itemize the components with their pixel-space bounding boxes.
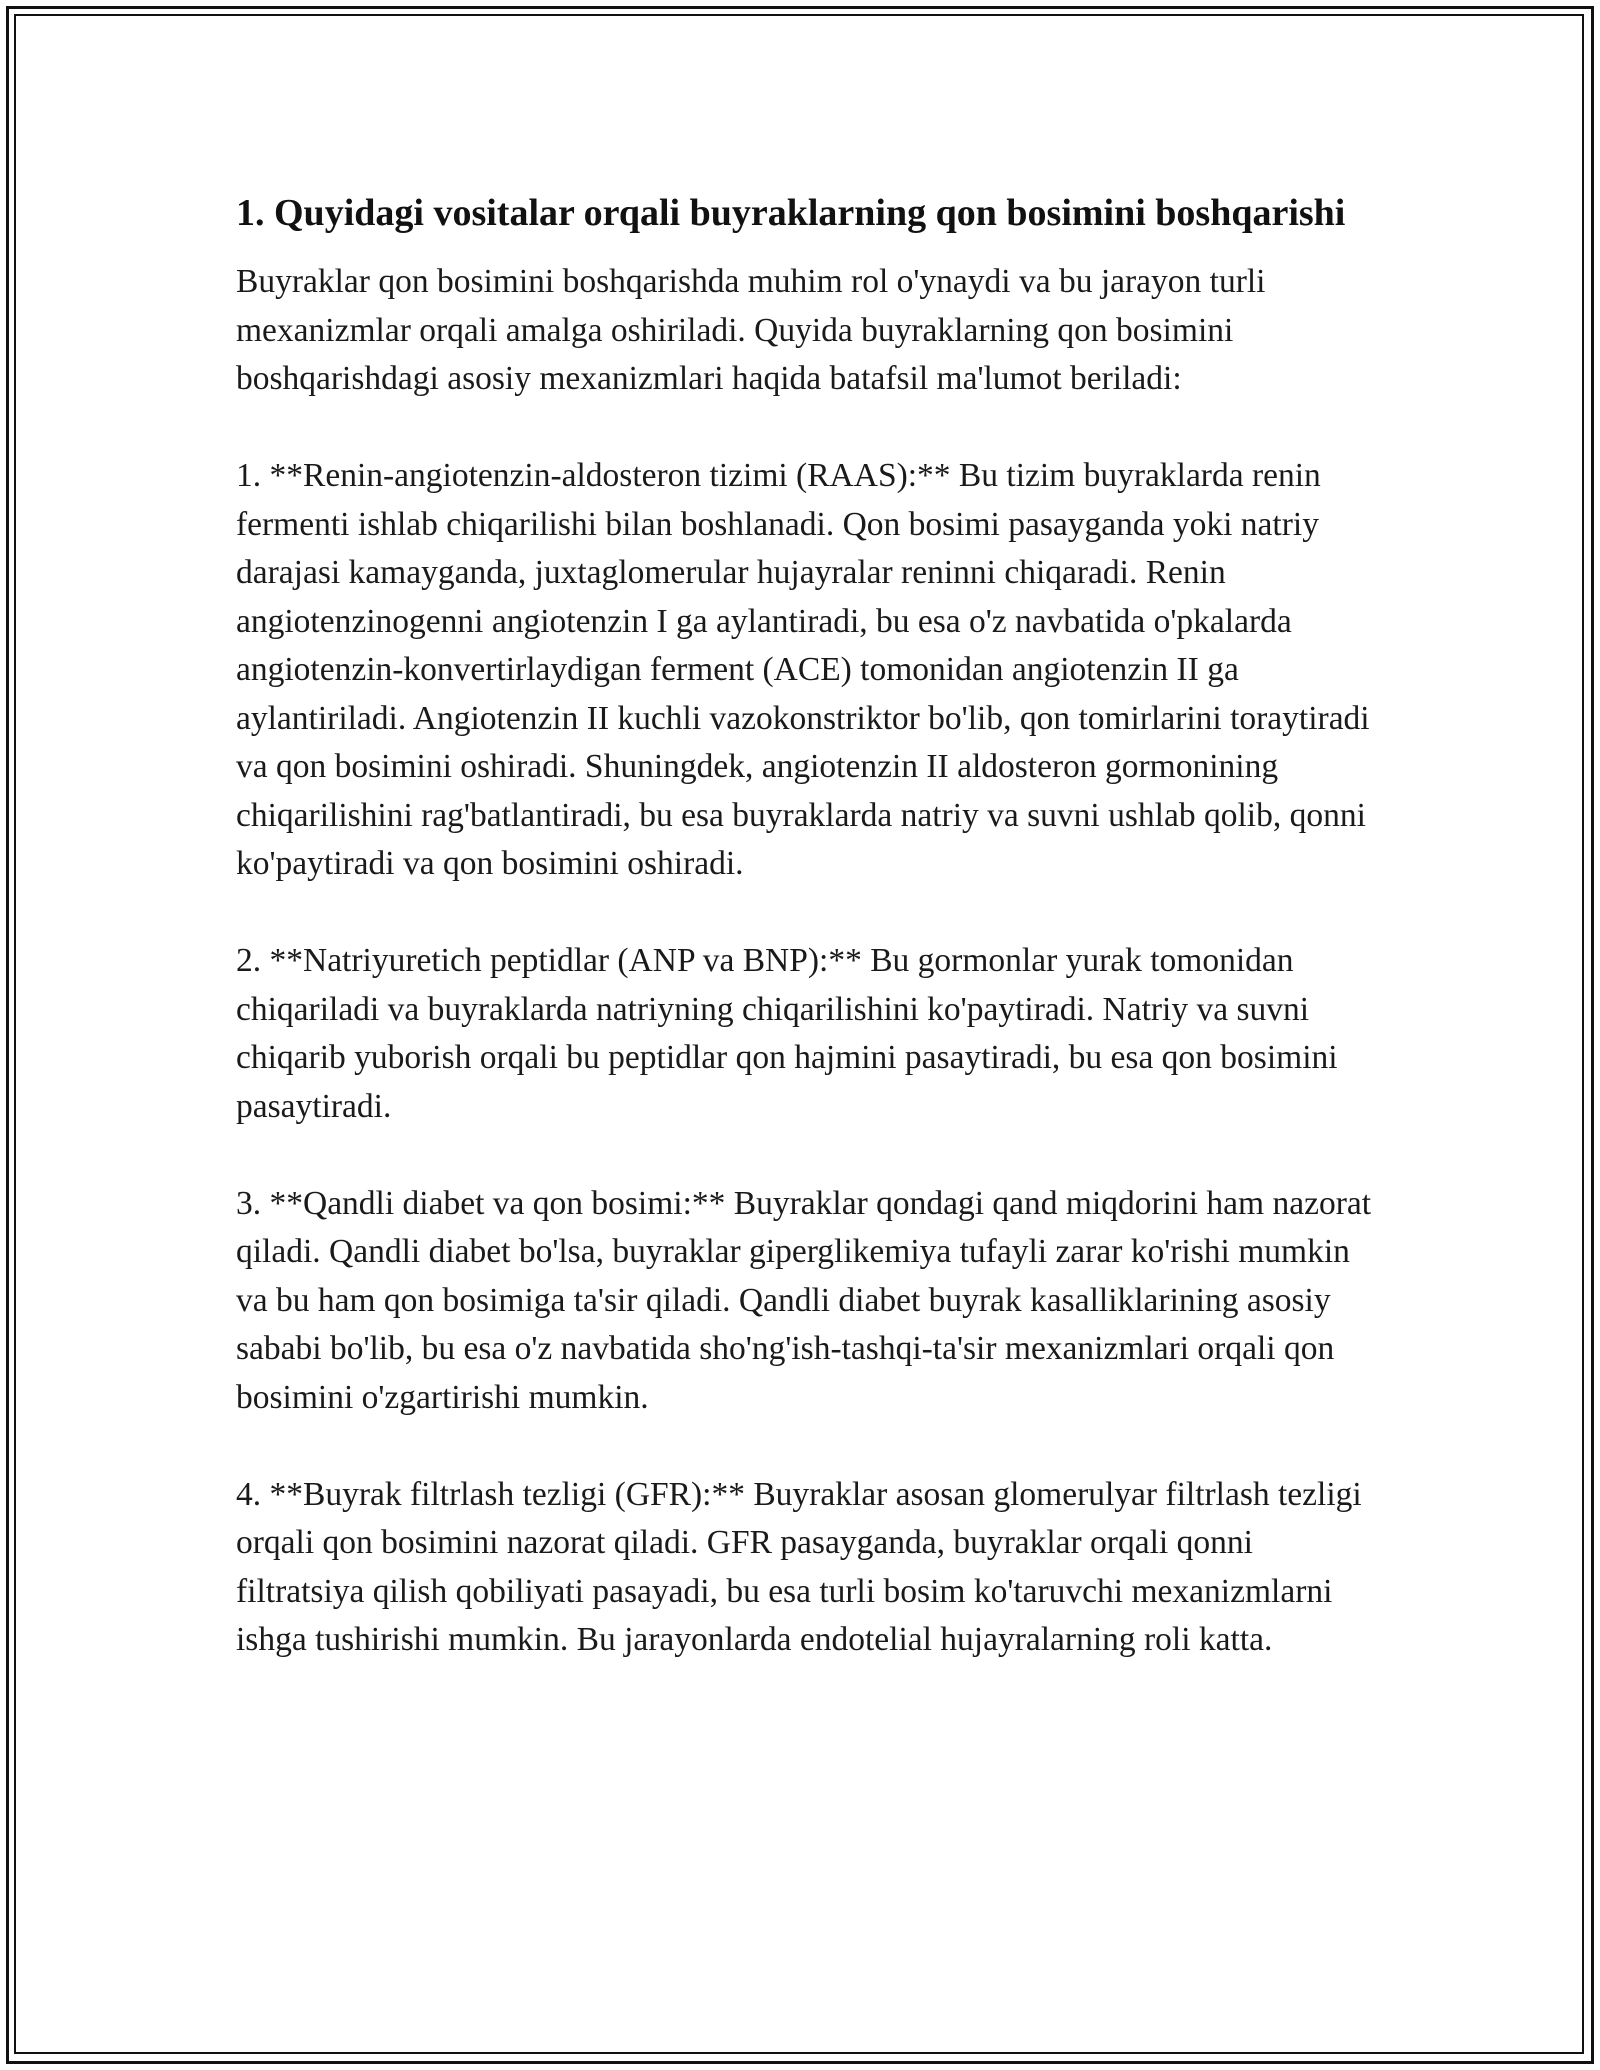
intro-paragraph: Buyraklar qon bosimini boshqarishda muhim rol o'ynaydi va bu jarayon turli mexanizmlar orqali amalga oshiriladi. Quyida buyraklarning qon bosimini boshqarishdagi asosiy mexanizmlari haqida batafsil ma'lumot beriladi: [236, 263, 1266, 397]
document-body [236, 186, 1376, 1713]
paragraph-natriuretic-peptides: 2. **Natriyuretich peptidlar (ANP va BNP):** Bu gormonlar yurak tomonidan chiqariladi va buyraklarda natriyning chiqarilishini ko'paytiradi. Natriy va suvni chiqarib yuborish orqali bu peptidlar qon hajmini pasaytiradi, bu esa qon bosimini pasaytiradi. [236, 942, 1338, 1125]
paragraph-gfr: 4. **Buyrak filtrlash tezligi (GFR):** Buyraklar asosan glomerulyar filtrlash tezligi orqali qon bosimini nazorat qiladi. GFR pasayganda, buyraklar orqali qonni filtratsiya qilish qobiliyati pasayadi, bu esa turli bosim ko'taruvchi mexanizmlarni ishga tushirishi mumkin. Bu jarayonlarda endotelial hujayralarning roli katta. [236, 1475, 1362, 1658]
paragraph-raas: 1. **Renin-angiotenzin-aldosteron tizimi (RAAS):** Bu tizim buyraklarda renin fermenti ishlab chiqarilishi bilan boshlanadi. Qon bosimi pasayganda yoki natriy darajasi kamayganda, juxtaglomerular hujayralar reninni chiqaradi. Renin angiotenzinogenni angiotenzin I ga aylantiradi, bu esa o'z navbatida o'pkalarda angiotenzin-konvertirlaydigan ferment (ACE) tomonidan angiotenzin II ga aylantiriladi. Angiotenzin II kuchli vazokonstriktor bo'lib, qon tomirlarini toraytiradi va qon bosimini oshiradi. Shuningdek, angiotenzin II aldosteron gormonining chiqarilishini rag'batlantiradi, bu esa buyraklarda natriy va suvni ushlab qolib, qonni ko'paytiradi va qon bosimini oshiradi. [236, 457, 1370, 882]
document-title: 1. Quyidagi vositalar orqali buyraklarning qon bosimini boshqarishi [236, 192, 1346, 234]
paragraph-diabetes: 3. **Qandli diabet va qon bosimi:** Buyraklar qondagi qand miqdorini ham nazorat qiladi. Qandli diabet bo'lsa, buyraklar giperglikemiya tufayli zarar ko'rishi mumkin va bu ham qon bosimiga ta'sir qiladi. Qandli diabet buyrak kasalliklarining asosiy sababi bo'lib, bu esa o'z navbatida sho'ng'ish-tashqi-ta'sir mexanizmlari orqali qon bosimini o'zgartirishi mumkin. [236, 1184, 1372, 1416]
